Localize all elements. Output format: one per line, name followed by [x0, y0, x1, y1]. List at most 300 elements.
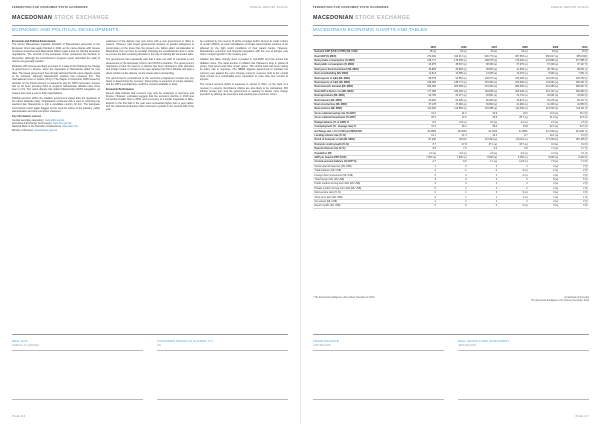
table-cell: 19 (e)	[438, 50, 469, 54]
table-cell: 0 (e)	[499, 173, 530, 177]
title-secondary: STOCK EXCHANGE	[354, 15, 410, 21]
table-cell: 355,150(f)	[560, 54, 589, 58]
page-title	[12, 15, 109, 21]
table-cell: 44.4700 (e)	[529, 129, 560, 133]
table-cell: 0 (e)	[529, 173, 560, 177]
row-label: Real agriculture (ML MKD)	[313, 94, 412, 98]
table-cell: 41,580 (f)	[560, 102, 589, 106]
table-cell: 3	[438, 177, 469, 181]
title-secondary: STOCK EXCHANGE	[53, 15, 109, 21]
table-cell: 177,698	[412, 89, 437, 93]
table-cell: 2 (e)	[529, 199, 560, 203]
publisher-name: FEDERATION FOR CONSUMER STATE ECONOMIES	[313, 6, 389, 9]
table-cell: 5 (e)	[529, 177, 560, 181]
table-cell: 37,127 (f)	[560, 63, 589, 67]
table-cell: 5	[499, 177, 530, 181]
table-cell: 326,770 (e)	[468, 54, 499, 58]
table-cell: 69,871 (e)	[499, 98, 530, 102]
table-cell: 184,482 (e)	[438, 89, 469, 93]
chart-title: REAL GROSS FIXED INVESTMENT	[458, 339, 510, 343]
chart-plot-area	[458, 350, 589, 400]
table-cell: 2 (e)	[529, 182, 560, 186]
table-cell: 32.0 (f)	[560, 124, 589, 128]
table-cell: 112,860 (e)	[438, 107, 469, 111]
table-cell: 100,000 (e)	[499, 76, 530, 80]
table-cell: 176,890 (e)	[529, 58, 560, 62]
table-cell: 2.0 (e)	[412, 151, 437, 155]
table-cell: 2.0 (e)	[438, 151, 469, 155]
table-cell: 261,655 (e)	[529, 85, 560, 89]
paragraph-text: The former Macedonian Yugoslav Republic of Macedonia's accession to the European Union was again blocked in 2010, as the name dispute with Greece remained unresolved and Macedonia failed to gain a date for starting accession negotiations. The Council of the European Union postponed the decision in December, although the Commission's progress report described the state of reforms as generally positive.	[12, 43, 100, 64]
charts-row	[12, 340, 288, 400]
table-cell: 270,904	[412, 54, 437, 58]
table-cell: 60,300	[412, 98, 437, 102]
row-label: GDP per head at PPP (USD)	[313, 155, 412, 159]
chart-plot-area	[157, 350, 288, 400]
table-cell: 2 (f)	[560, 164, 589, 168]
table-cell: 38,350 (e)	[468, 63, 499, 67]
table-cell: 6.0 (f)	[560, 142, 589, 146]
table-cell: 2.0 (e)	[529, 151, 560, 155]
table-cell: 112,000 (e)	[499, 107, 530, 111]
page-number: PAGE 117	[575, 415, 589, 418]
table-cell: 9,300 (e)	[499, 155, 530, 159]
divider	[12, 334, 288, 335]
table-cell: 62,845 (e)	[438, 98, 469, 102]
paragraph	[106, 58, 194, 75]
table-cell: 1 (e)	[499, 195, 530, 199]
paragraph-text: settlement of the dispute may now come with a new government in office in Greece. However, past Greek governments showed no greater willingness to compromise on the issue than the present one. Either side's consideration of Macedonia may yet have to consider changing the constitutional name in order to remove the last remaining obstacle in the way of starting EU accession talks.	[106, 40, 194, 57]
divider	[313, 334, 589, 335]
chart-plot-area	[313, 350, 444, 400]
table-cell: 37,178	[412, 102, 437, 106]
table-cell: 33.7 (e)	[499, 142, 530, 146]
table-cell: -1	[438, 168, 469, 172]
table-cell: 168,975 (e)	[468, 58, 499, 62]
table-cell: 13,005 (e)	[468, 72, 499, 76]
table-cell: 2.0 (e)	[468, 151, 499, 155]
table-cell: -7.0 (f)	[560, 160, 589, 164]
table-cell: 19 (e)	[529, 50, 560, 54]
row-label: Real private consumption (% MKD)	[313, 58, 412, 62]
divider	[12, 25, 288, 26]
row-label: Real services (ML MKD)	[313, 107, 412, 111]
table-cell: 2	[438, 164, 469, 168]
table-cell: 206,950 (f)	[560, 89, 589, 93]
paragraph-text: The government's commitment to the economic programme remains the key factor in determining the recovery. Fiscal policy is expected to remain cautious, and the IMF's precautionary credit line remains available in 2011.	[106, 76, 194, 87]
table-cell: 25.6	[468, 116, 499, 120]
table-cell: 0	[438, 204, 469, 208]
running-header	[12, 6, 288, 9]
paragraph-text: The government has repeatedly said that it does not wish to conclude a new assessment of the European Union's and NATO's positions. The government's reluctance to take the lead on a solution has been criticised in both domestic and foreign media. It remains to be seen whether the Prime Minister will seek a direct solution to the dispute, as the Greek side is demanding.	[106, 58, 194, 75]
table-cell: 41,330 (e)	[529, 102, 560, 106]
chart-trade-balance	[313, 340, 444, 400]
row-label: Private medium & long-term debt (ML US$)	[313, 186, 412, 190]
table-cell: 1	[412, 164, 437, 168]
divider	[313, 25, 589, 26]
table-cell: 0 (e)	[499, 191, 530, 195]
table-cell: 1	[468, 173, 499, 177]
table-cell: 1 (f)	[560, 195, 589, 199]
table-cell: 35.0	[468, 124, 499, 128]
text-columns	[12, 40, 288, 132]
table-cell: 33.8	[499, 124, 530, 128]
table-cell: 0	[468, 191, 499, 195]
table-cell: 21.0	[438, 111, 469, 115]
table-cell: 263,959 (e)	[438, 85, 469, 89]
table-cell: 87,260	[412, 138, 437, 142]
table-cell: 9.4 (f)	[560, 133, 589, 137]
paragraph	[12, 97, 100, 114]
table-cell: 66,600 (e)	[468, 98, 499, 102]
title-primary: MACEDONIAN	[12, 15, 53, 21]
publisher-name: FEDERATION FOR CONSUMER STATE ECONOMIES	[12, 6, 88, 9]
table-cell: 37.3	[412, 124, 437, 128]
table-cell: 23,001 (e)	[529, 94, 560, 98]
paragraph-text: The current account deficit is expected to narrow in 2011, on the back of a recovery in exports. Remittance inflows are also likely to be maintained. FDI inflows remain low, and the government is seeking to attract more foreign investors by offering tax incentives and creating free economic zones.	[200, 83, 288, 97]
table-cell: -1.0 (e)	[499, 120, 530, 124]
row-label: Real GDP (% MKD)	[313, 54, 412, 58]
table-cell: 367,505 (e)	[499, 54, 530, 58]
row-label: Public medium & long-term debt (ML US$)	[313, 182, 412, 186]
table-cell: 39,800 (e)	[468, 102, 499, 106]
source-url-link[interactable]: www.finance.gov.mk	[34, 128, 57, 132]
table-header-cell: 2009	[529, 45, 560, 50]
table-cell: 37,960 (e)	[438, 102, 469, 106]
table-cell: 310,917 (e)	[438, 54, 469, 58]
charts-row	[313, 340, 589, 400]
table-cell: 20 (e)	[468, 50, 499, 54]
table-cell: 20.2	[412, 116, 437, 120]
table-cell: 175,000 (e)	[499, 58, 530, 62]
table-cell: 32.2 (e)	[529, 124, 560, 128]
row-label: Total foreign debt (ML US$)	[313, 177, 412, 181]
table-cell: 37,979 (e)	[499, 63, 530, 67]
table-header-cell: 2006	[438, 45, 469, 50]
table-cell: 2 (e)	[529, 186, 560, 190]
table-cell: 15.4 (f)	[560, 111, 589, 115]
table-header-cell: 2005	[412, 45, 437, 50]
report-name: ANNUAL REPORT 2010/11	[249, 6, 288, 9]
table-cell: 22.0	[438, 116, 469, 120]
table-cell: 2.1 (f)	[560, 151, 589, 155]
row-label: Budget balance (% of GDP) %	[313, 120, 412, 124]
table-cell: 35,750 (e)	[529, 67, 560, 71]
table-cell: 36.0	[438, 124, 469, 128]
table-cell: 2 (e)	[529, 164, 560, 168]
paragraph-text: Relations with Greece are likely to remain in a state of flux following the change of government in Greece, when the opposition in Macedonia called for new talks. The Greek government has strongly advised that the name dispute needs to be resolved, although Macedonia's position has remained firm. The International Court of Justice (ICJ) in The Hague in November 2008 issued its decision on the Interim Accord. It cleared the way for NATO accession, Greece has so far been pressing 2011 to respond. Macedonian officials have since been in ICJ. The name dispute has stalled Macedonia's NATO integration, as Greece has used a veto in both organisations.	[12, 65, 100, 95]
page-number: PAGE 116	[12, 415, 26, 418]
table-cell: 8.5	[412, 146, 437, 150]
table-cell: 177,985 (f)	[560, 58, 589, 62]
table-cell: 1	[468, 195, 499, 199]
source-url-link[interactable]: www.sec.gov.mk	[53, 122, 72, 126]
table-cell: 1	[468, 186, 499, 190]
chart-title: TRADE BALANCE	[313, 339, 339, 343]
row-label: Short-term debt (ML US$)	[313, 195, 412, 199]
table-cell: 2 (f)	[560, 186, 589, 190]
row-label: Gross external reserves (ML US$)	[313, 164, 412, 168]
table-cell: 35,804 (e)	[468, 67, 499, 71]
row-label: Deposit interest rate (% %)	[313, 146, 412, 150]
section-subtitle: MACEDONIAN ECONOMIC CHARTS AND TABLES	[313, 27, 428, 32]
source-label: Ministry of Finance:	[12, 128, 34, 132]
table-cell: 49.2805	[412, 129, 437, 133]
table-header-cell: 2007	[468, 45, 499, 50]
table-cell: 1	[438, 191, 469, 195]
right-page	[300, 0, 600, 424]
table-cell: 5 (f)	[560, 177, 589, 181]
table-cell: -2 (f)	[560, 168, 589, 172]
row-label: Real domestic demand (ML MKD)	[313, 85, 412, 89]
table-cell: 195,777	[412, 58, 437, 62]
key-sources	[12, 115, 100, 132]
table-cell: -2	[468, 168, 499, 172]
table-cell: 1	[438, 199, 469, 203]
row-label: Gross national investment (% GDP)	[313, 116, 412, 120]
title-primary: MACEDONIAN	[313, 15, 354, 21]
table-cell: 8,600 (e)	[468, 155, 499, 159]
table-cell: 20,801 (e)	[468, 94, 499, 98]
table-cell: 114,111 (f)	[560, 107, 589, 111]
table-cell: 2	[499, 182, 530, 186]
table-cell: 48.4003	[438, 129, 469, 133]
chart-real-gross-fixed-investment	[458, 340, 589, 400]
table-cell: 178,905 (e)	[438, 58, 469, 62]
table-cell: 88,378	[412, 76, 437, 80]
table-cell: 46.4231 (f)	[560, 129, 589, 133]
table-cell: 13,075 (e)	[499, 72, 530, 76]
table-cell: 5.8	[499, 146, 530, 150]
table-cell: 0	[468, 204, 499, 208]
table-row	[313, 204, 589, 208]
table-cell: 6.0	[468, 146, 499, 150]
table-cell: 2 (f)	[560, 182, 589, 186]
text-column-3	[200, 40, 288, 132]
row-label: Gross national saving rate (% GDP)	[313, 111, 412, 115]
row-label: Real industry (ML MKD)	[313, 98, 412, 102]
table-cell: 7,900 (e)	[438, 155, 469, 159]
table-footnote: * The Economist Intelligence Unit Limited, forecasts for 2010	[313, 297, 375, 299]
paragraph	[200, 58, 288, 81]
row-label: Exchange rate, LCU / USD (av) MKD/USD	[313, 129, 412, 133]
table-cell: 11.3	[438, 133, 469, 137]
table-cell: 19.9	[468, 111, 499, 115]
table-cell: 21.0 (e)	[529, 116, 560, 120]
table-cell: 3	[412, 177, 437, 181]
table-cell: 22.6 (f)	[560, 116, 589, 120]
paragraph	[106, 88, 194, 111]
table-cell: 350,617 (e)	[529, 54, 560, 58]
table-cell: 7.0	[438, 146, 469, 150]
table-cell: 19.6	[499, 111, 530, 115]
chart-real-gdp	[12, 340, 143, 400]
paragraph	[106, 77, 194, 87]
row-label: Real exports of G&S (ML MKD)	[313, 76, 412, 80]
table-cell: -7.1 (e)	[468, 160, 499, 164]
table-source	[531, 297, 589, 303]
table-cell: 93,013	[438, 138, 469, 142]
table-cell: 9.7	[499, 133, 530, 137]
chart-title: CONSUMER PRICES (% CHANGE Y/Y)	[157, 339, 214, 343]
paragraph-text: Political tensions within the coalition government eased after the departure of the ethnic Albanian party. Negotiations continued with a view to reforming the electoral law. Macedonia is still a candidate country for EU. The European Commission report again flagged up the need for reform of the judiciary, public administration and anti-corruption measures.	[12, 96, 100, 114]
source-line: The Economist Intelligence Unit Limited, December 2010	[531, 300, 589, 302]
table-cell: 36,808	[412, 67, 437, 71]
table-cell: 7,900 (e)	[412, 155, 437, 159]
table-cell: 63,278 (e)	[529, 98, 560, 102]
table-cell: -3 (e)	[499, 168, 530, 172]
table-cell: 2	[499, 164, 530, 168]
table-cell: 7.0 (e)	[529, 146, 560, 150]
source-line: (e) Estimate (f) Forecast	[564, 297, 589, 299]
table-cell: 0 (f)	[560, 204, 589, 208]
report-name: ANNUAL REPORT 2010/11	[550, 6, 589, 9]
source-label: Central securities depository:	[12, 118, 45, 122]
table-cell: 286,000 (e)	[499, 85, 530, 89]
row-label: Current-account balance (% GDP %)	[313, 160, 412, 164]
paragraph	[12, 65, 100, 95]
paragraph-text: Recent data indicate that recovery may now be underway in Germany and France. However, estimates suggest that the economic decline in 2010 was somewhat smaller than in 2009, and a recovery of a similar magnitude is likely. Exports in the first half of the year were somewhat higher than a year earlier, and the industrial production index returned to growth in the second half of the year.	[106, 91, 194, 112]
table-cell: 103,274 (e)	[468, 76, 499, 80]
row-label: Foreign direct investment (ML US$)	[313, 173, 412, 177]
table-cell: -0.5 (e)	[438, 120, 469, 124]
table-cell: 37,000 (e)	[529, 63, 560, 67]
source-link-row	[12, 129, 100, 132]
table-cell: 28.7 (e)	[499, 116, 530, 120]
row-label: Unemployment (% - Average rate) %	[313, 124, 412, 128]
table-cell: 19.2	[412, 111, 437, 115]
table-cell: 0 (f)	[560, 173, 589, 177]
table-cell: 194,065 (e)	[468, 89, 499, 93]
table-cell: 127,904 (e)	[468, 138, 499, 142]
table-cell: 9,000 (e)	[529, 155, 560, 159]
table-cell: 2	[468, 164, 499, 168]
table-cell: 24,000 (f)	[560, 94, 589, 98]
table-cell: 37.1 (e)	[468, 142, 499, 146]
table-cell: 110,000	[412, 107, 437, 111]
table-cell: 0	[412, 195, 437, 199]
row-label: Stock of domestic credit (ML MKD)	[313, 138, 412, 142]
table-cell: 27.8	[438, 142, 469, 146]
table-cell: 32,863 (e)	[438, 67, 469, 71]
table-cell: 10.1 (e)	[529, 133, 560, 137]
table-cell: 0	[438, 173, 469, 177]
table-cell: 207,107 (e)	[529, 89, 560, 93]
row-label: Net assets (ML US$)	[313, 199, 412, 203]
table-cell: 276,000 (e)	[468, 85, 499, 89]
table-cell: 0	[412, 173, 437, 177]
paragraph-heading: Economic Performance	[106, 88, 134, 92]
text-column-1	[12, 40, 100, 132]
chart-unit: (USD BILLION)	[313, 343, 331, 347]
table-cell: 8,900 (e)	[529, 72, 560, 76]
paragraph	[12, 40, 100, 63]
table-cell: -0.9	[438, 160, 469, 164]
divider	[12, 35, 288, 36]
table-cell: 9,200 (f)	[560, 155, 589, 159]
table-cell: 41,600 (e)	[499, 67, 530, 71]
table-cell: 263,484	[412, 85, 437, 89]
source-url-link[interactable]: www.cdhv.org.mk	[44, 118, 65, 122]
table-cell: 13,685 (e)	[438, 72, 469, 76]
row-label: Real GDP at factor cost (ML MKD)	[313, 89, 412, 93]
table-cell: 169,000 (e)	[499, 80, 530, 84]
row-label: Trade balance (ML US$)	[313, 168, 412, 172]
table-cell: 2 (f)	[560, 199, 589, 203]
table-header-cell: 2008	[499, 45, 530, 50]
table-cell: 65,127 (f)	[560, 98, 589, 102]
table-cell: 38,507 (e)	[438, 63, 469, 67]
table-cell: 38,001 (f)	[560, 67, 589, 71]
table-cell: -1	[412, 168, 437, 172]
source-label: National Bank of the Republic of Macedonia:	[12, 125, 62, 129]
table-cell: 1	[412, 199, 437, 203]
paragraph-heading: Economic and Political Environment	[12, 40, 56, 43]
table-cell: 0.6 (e)	[468, 120, 499, 124]
table-cell: 34,975	[412, 63, 437, 67]
table-cell: 2	[499, 186, 530, 190]
table-cell: 136,006	[412, 80, 437, 84]
row-label: Real stockbuilding (ML MKD)	[313, 72, 412, 76]
table-cell: 19 (e)	[499, 50, 530, 54]
table-cell: 2.0 (e)	[499, 151, 530, 155]
table-cell: 205,040 (e)	[499, 89, 530, 93]
table-cell: 101,040 (e)	[529, 76, 560, 80]
table-cell: 10.2	[468, 133, 499, 137]
table-cell: -12.8 (e)	[499, 160, 530, 164]
table-cell: 2	[438, 182, 469, 186]
table-cell: -2.5 (f)	[560, 120, 589, 124]
divider	[313, 35, 589, 36]
table-cell: 41,900 (e)	[499, 102, 530, 106]
text-column-2	[106, 40, 194, 132]
table-cell: 4.0 (e)	[529, 142, 560, 146]
paragraph	[106, 40, 194, 57]
table-cell: 14.0 (e)	[529, 111, 560, 115]
row-label: Population (M)	[313, 151, 412, 155]
table-cell: 1 (e)	[529, 195, 560, 199]
paragraph	[200, 83, 288, 96]
table-cell: 0	[412, 186, 437, 190]
table-header-cell: 2010	[560, 45, 589, 50]
table-cell: 22,761 (e)	[499, 94, 530, 98]
table-cell: 144,691 (e)	[529, 80, 560, 84]
running-header	[313, 6, 589, 9]
table-cell: 2	[499, 199, 530, 203]
chart-title: REAL GDP	[12, 339, 28, 343]
table-cell: 8.7	[412, 142, 437, 146]
table-cell: 0 (e)	[529, 204, 560, 208]
table-cell: -2 (e)	[529, 168, 560, 172]
chart-consumer-prices	[157, 340, 288, 400]
table-cell: 2	[468, 182, 499, 186]
source-url-link[interactable]: www.nbrm.mk	[62, 125, 78, 129]
row-label: Real gross fixed investment (ML MKD)	[313, 67, 412, 71]
table-cell: 103,730 (f)	[560, 76, 589, 80]
table-cell: 289,647 (f)	[560, 85, 589, 89]
table-cell: 41.8651	[499, 129, 530, 133]
table-cell: 138,771 (e)	[438, 80, 469, 84]
page-title	[313, 15, 410, 21]
table-cell: 113,500 (e)	[529, 107, 560, 111]
row-label: Real construction (ML MKD)	[313, 102, 412, 106]
table-cell: -2.7	[412, 160, 437, 164]
chart-unit: (ANNUAL % CHANGE)	[12, 343, 39, 347]
table-cell: 0	[412, 191, 437, 195]
table-cell: 19 (f)	[560, 50, 589, 54]
row-label: Lending interest rate (% %)	[313, 133, 412, 137]
table-cell: -7.8 (e)	[529, 160, 560, 164]
